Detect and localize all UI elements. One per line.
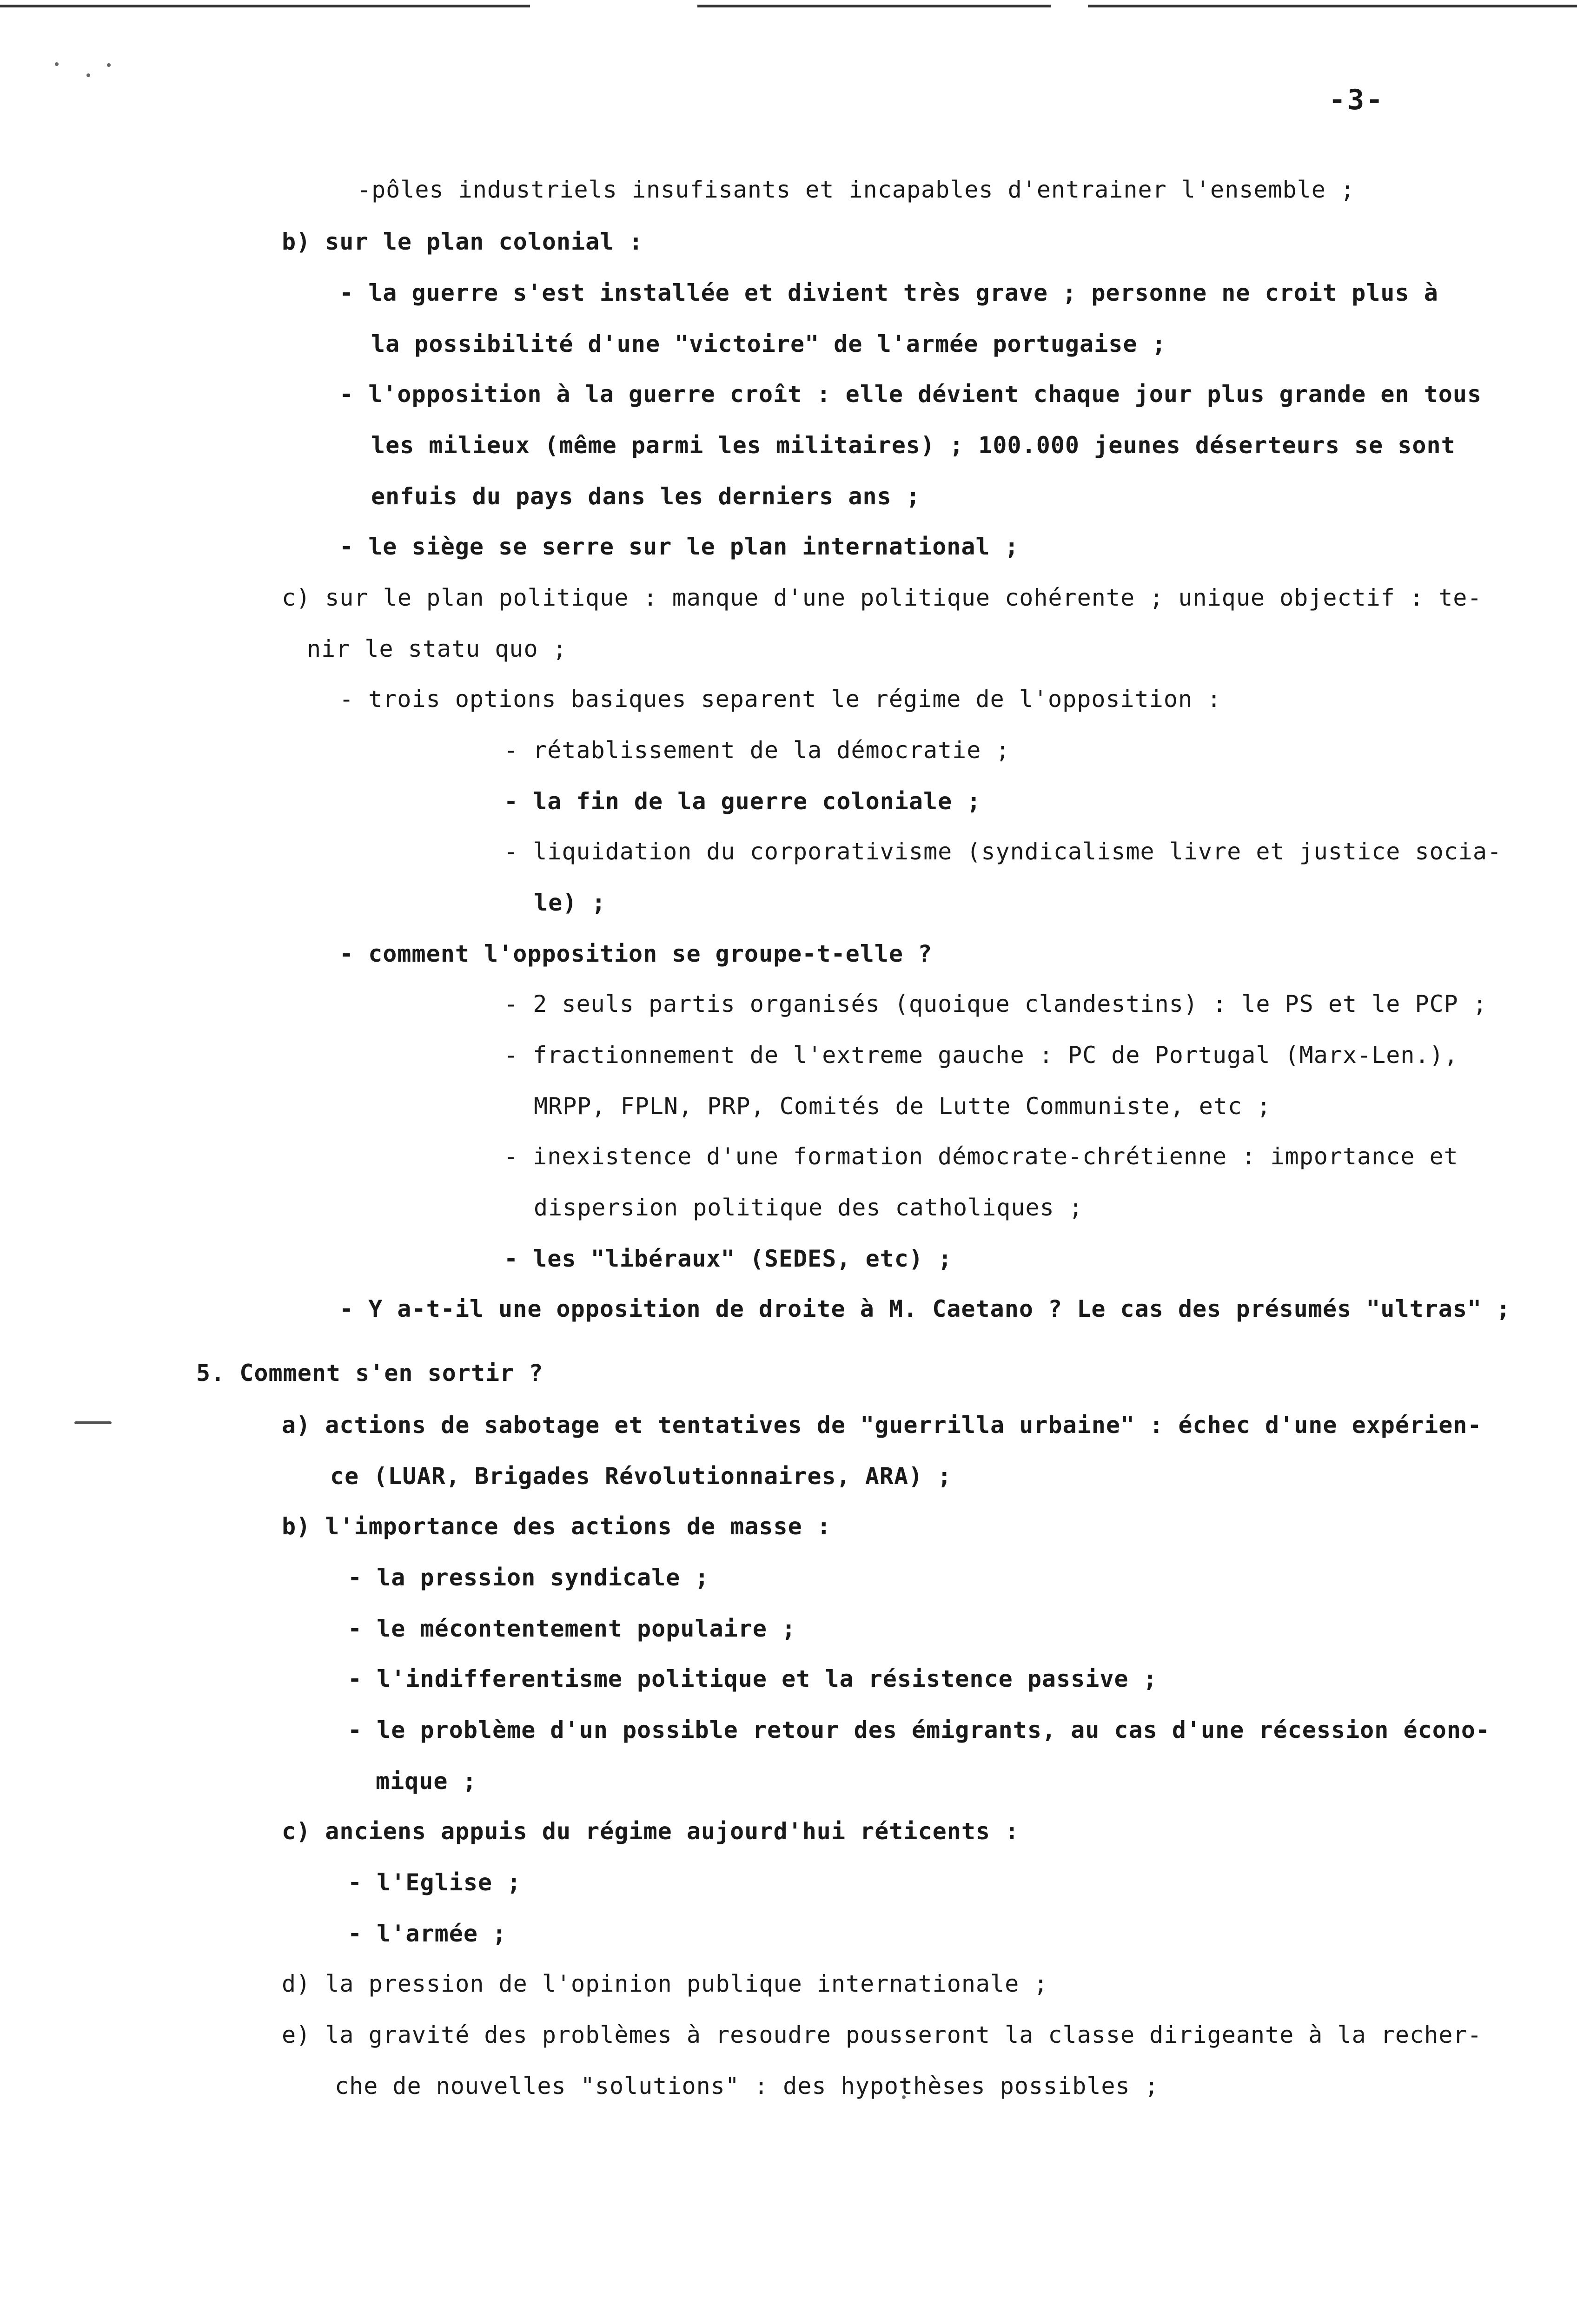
scan-speck: [107, 63, 111, 67]
text-line: les milieux (même parmi les militaires) ; 100.000 jeunes déserteurs se sont: [371, 432, 1456, 459]
text-line: - la pression syndicale ;: [348, 1564, 709, 1591]
text-line: MRPP, FPLN, PRP, Comités de Lutte Communiste, etc ;: [534, 1093, 1272, 1120]
text-line: - rétablissement de la démocratie ;: [504, 737, 1010, 764]
text-line: - 2 seuls partis organisés (quoique clandestins) : le PS et le PCP ;: [504, 990, 1487, 1017]
text-line: - le siège se serre sur le plan international ;: [339, 533, 1019, 560]
top-rule-left: [0, 5, 530, 7]
top-rule-middle: [697, 5, 1051, 7]
text-line: - l'Eglise ;: [348, 1869, 522, 1896]
text-line: - Y a-t-il une opposition de droite à M. Caetano ? Le cas des présumés "ultras" ;: [339, 1295, 1511, 1322]
text-line: - trois options basiques separent le régime de l'opposition :: [339, 686, 1222, 713]
text-line: che de nouvelles "solutions" : des hypothèses possibles ;: [335, 2073, 1159, 2100]
section-heading: c) sur le plan politique : manque d'une politique cohérente ; unique objectif : te-: [282, 584, 1482, 611]
text-line: - le problème d'un possible retour des émigrants, au cas d'une récession écono-: [348, 1717, 1491, 1743]
section-heading: b) sur le plan colonial :: [282, 228, 643, 255]
section-heading: e) la gravité des problèmes à resoudre pousseront la classe dirigeante à la recher-: [282, 2021, 1482, 2048]
text-line: - fractionnement de l'extreme gauche : PC de Portugal (Marx-Len.),: [504, 1042, 1458, 1069]
section-heading: c) anciens appuis du régime aujourd'hui réticents :: [282, 1818, 1020, 1845]
section-heading: d) la pression de l'opinion publique internationale ;: [282, 1970, 1048, 1997]
section-heading: a) actions de sabotage et tentatives de "guerrilla urbaine" : échec d'une expérien-: [282, 1412, 1482, 1439]
text-line: le) ;: [534, 889, 606, 916]
section-heading: b) l'importance des actions de masse :: [282, 1513, 831, 1540]
text-line: dispersion politique des catholiques ;: [534, 1194, 1083, 1221]
text-line: la possibilité d'une "victoire" de l'armée portugaise ;: [371, 330, 1166, 357]
text-line: enfuis du pays dans les derniers ans ;: [371, 483, 921, 510]
page-number: -3-: [1329, 84, 1385, 116]
text-line: mique ;: [376, 1768, 477, 1795]
text-line: -pôles industriels insufisants et incapables d'entrainer l'ensemble ;: [357, 176, 1355, 203]
section-heading: 5. Comment s'en sortir ?: [196, 1360, 543, 1386]
text-line: - inexistence d'une formation démocrate-chrétienne : importance et: [504, 1143, 1458, 1170]
text-line: - la fin de la guerre coloniale ;: [504, 788, 981, 815]
scan-speck: [55, 62, 59, 66]
text-line: nir le statu quo ;: [307, 635, 567, 662]
text-line: - l'armée ;: [348, 1920, 507, 1947]
text-line: - le mécontentement populaire ;: [348, 1615, 796, 1642]
text-line: - comment l'opposition se groupe-t-elle ?: [339, 940, 933, 967]
text-line: - l'indifferentisme politique et la résistence passive ;: [348, 1665, 1158, 1692]
text-line: - les "libéraux" (SEDES, etc) ;: [504, 1245, 953, 1272]
text-line: - la guerre s'est installée et divient très grave ; personne ne croit plus à: [339, 279, 1438, 306]
margin-mark: [74, 1421, 112, 1424]
text-line: - l'opposition à la guerre croît : elle dévient chaque jour plus grande en tous: [339, 381, 1482, 408]
text-line: ce (LUAR, Brigades Révolutionnaires, ARA) ;: [330, 1463, 952, 1490]
text-line: - liquidation du corporativisme (syndicalisme livre et justice socia-: [504, 838, 1502, 865]
scan-speck: [86, 73, 90, 77]
top-rule-right: [1088, 5, 1577, 7]
